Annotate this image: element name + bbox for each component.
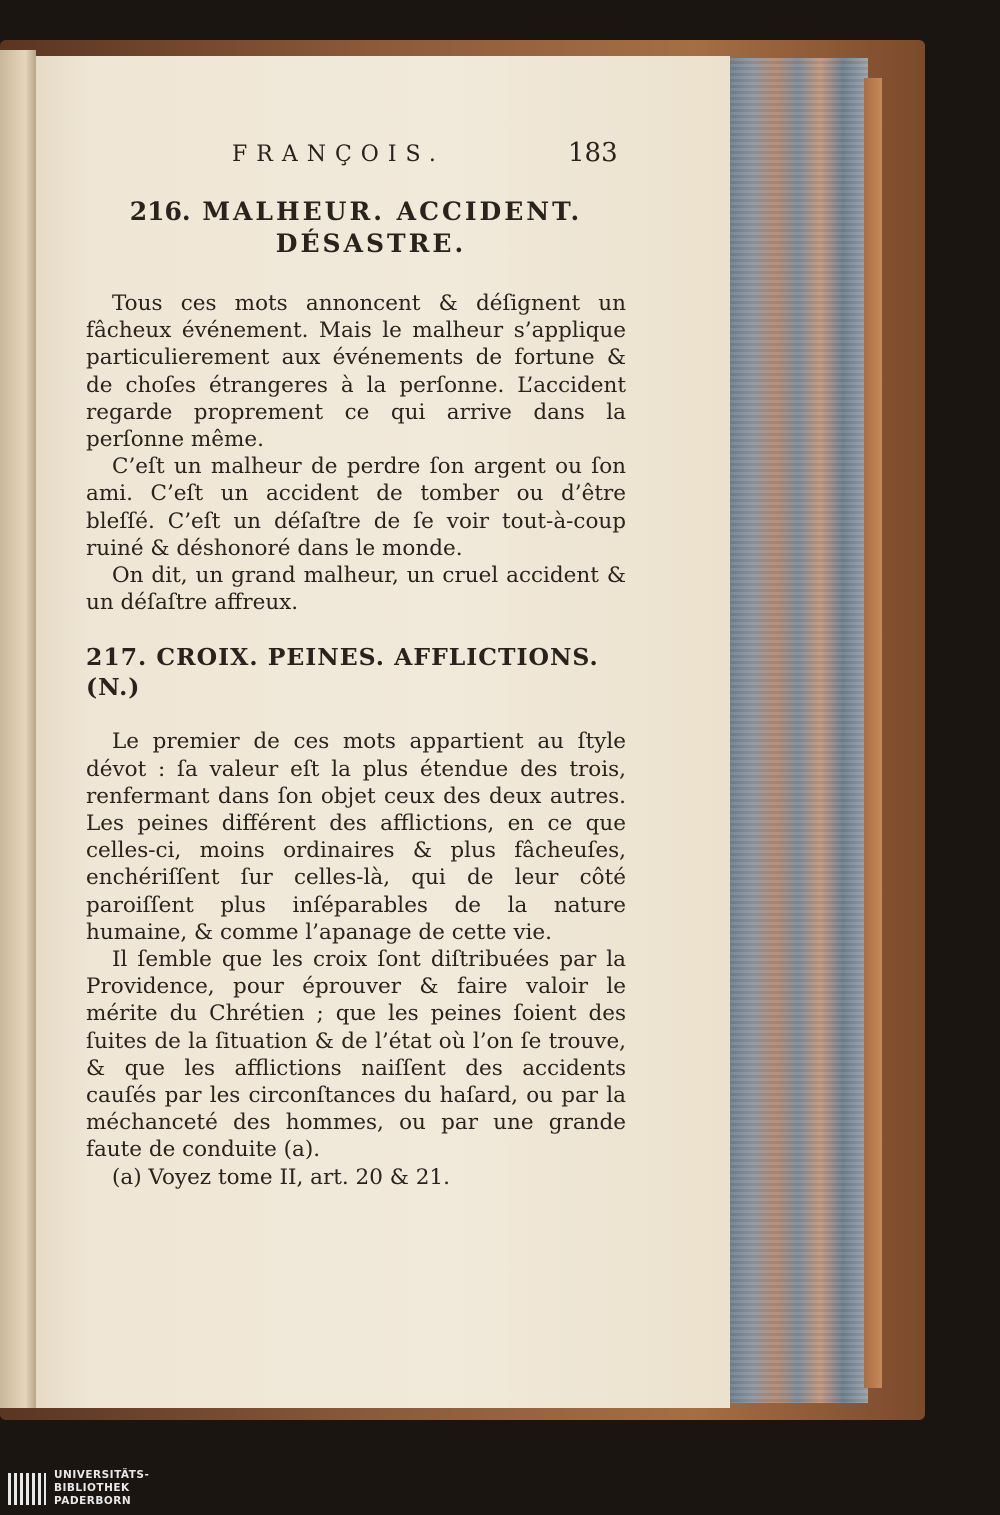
library-logo-icon <box>8 1473 46 1505</box>
article-216-number: 216. <box>129 197 191 226</box>
book-page <box>36 56 730 1408</box>
article-216-paragraph: C’eſt un malheur de perdre ſon argent ou ſon ami. C’eſt un accident de tomber ou d’être bleſſé. C’eſt un déſaſtre de ſe voir tout-à-coup ruiné & déshonoré dans le monde. <box>86 454 626 561</box>
logo-line: BIBLIOTHEK <box>54 1482 130 1494</box>
article-217-heading: 217. CROIX. PEINES. AFFLICTIONS. (N.) <box>86 643 599 702</box>
page-block-edge <box>728 58 868 1403</box>
article-216-title-line2: DÉSASTRE. <box>275 229 467 258</box>
article-216-heading <box>86 196 626 260</box>
left-page-edge <box>0 50 36 1408</box>
footnote: (a) Voyez tome II, art. 20 & 21. <box>112 1164 450 1190</box>
article-216-title-line1: MALHEUR. ACCIDENT. <box>202 197 583 226</box>
page-header <box>36 136 730 176</box>
library-footer <box>0 1465 1000 1515</box>
library-logo-text <box>54 1469 149 1508</box>
article-216-paragraph: On dit, un grand malheur, un cruel accident & un déſaſtre affreux. <box>86 563 626 616</box>
article-217-paragraph: Il ſemble que les croix ſont diſtribuées par la Providence, pour éprouver & faire valoir le mérite du Chrétien ; que les peines ſoient des ſuites de la ſituation & de l’état où l’on ſe trouve, & que les afflictions naiſſent des accidents cauſés par les circonſtances du haſard, ou par la méchanceté des hommes, ou par une grande faute de conduite (a). <box>86 947 626 1163</box>
logo-line: UNIVERSITÄTS- <box>54 1469 150 1481</box>
page-body <box>86 196 626 1191</box>
article-217-paragraph: Le premier de ces mots appartient au ſtyle dévot : ſa valeur eſt la plus étendue des trois, renfermant dans ſon objet ceux des deux autres. Les peines différent des afflictions, en ce que celles-ci, moins ordinaires & plus fâcheuſes, enchériſſent ſur celles-là, qui de leur côté paroiſſent plus inſéparables de la nature humaine, & comme l’apanage de cette vie. <box>86 729 626 945</box>
page-number: 183 <box>568 138 618 168</box>
article-216-paragraph: Tous ces mots annoncent & déſignent un fâcheux événement. Mais le malheur s’applique particulierement aux événements de fortune & de choſes étrangeres à la perſonne. L’accident regarde proprement ce qui arrive dans la perſonne même. <box>86 291 626 453</box>
running-head: FRANÇOIS. <box>232 142 445 167</box>
logo-line: PADERBORN <box>54 1495 132 1507</box>
